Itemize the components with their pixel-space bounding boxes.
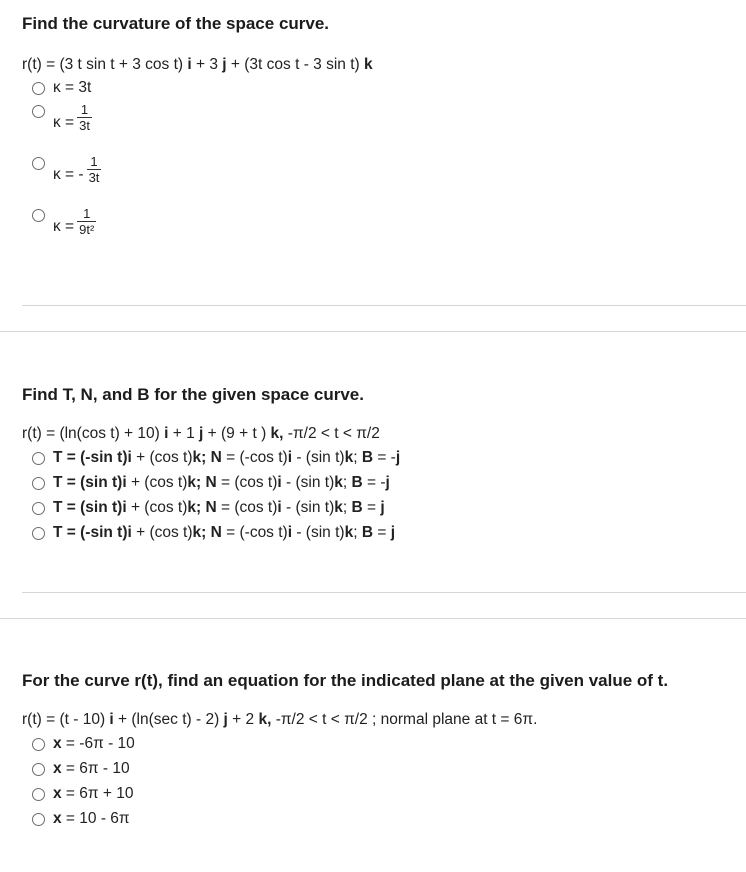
radio-button[interactable] [32, 813, 45, 826]
radio-button[interactable] [32, 477, 45, 490]
question-3-option-4[interactable]: x = 10 - 6π [32, 808, 130, 830]
radio-button[interactable] [32, 82, 45, 95]
question-3-option-3[interactable]: x = 6π + 10 [32, 783, 134, 805]
question-2-option-3[interactable] [32, 497, 385, 519]
radio-button[interactable] [32, 209, 45, 222]
question-3-title: For the curve r(t), find an equation for the indicated plane at the given value of t. [22, 671, 669, 690]
divider [0, 618, 746, 619]
question-1-expression: r(t) = (3 t sin t + 3 cos t) i + 3 j + (3t cos t - 3 sin t) k [22, 56, 373, 73]
question-3-expression: r(t) = (t - 10) i + (ln(sec t) - 2) j + 2 k, -π/2 < t < π/2 ; normal plane at t = 6π. [22, 711, 538, 728]
divider [0, 331, 746, 332]
radio-button[interactable] [32, 105, 45, 118]
question-1-option-1[interactable]: κ = 3t [32, 77, 91, 99]
radio-button[interactable] [32, 502, 45, 515]
option-text: T = (-sin t)i + (cos t)k; N = (-cos t)i - (sin t)k; B = -j [53, 449, 401, 466]
radio-button[interactable] [32, 738, 45, 751]
divider [22, 592, 746, 593]
question-3-option-1[interactable]: x = -6π - 10 [32, 733, 135, 755]
question-2-title: Find T, N, and B for the given space curve. [22, 385, 364, 404]
radio-button[interactable] [32, 763, 45, 776]
fraction: $\frac{1}{3t}$ [88, 154, 100, 185]
divider [22, 305, 746, 306]
question-2-option-4[interactable] [32, 522, 395, 544]
radio-button[interactable] [32, 157, 45, 170]
radio-button[interactable] [32, 452, 45, 465]
question-1-title: Find the curvature of the space curve. [22, 14, 330, 33]
question-1-option-4[interactable]: κ = $\frac{1}{\text{9t²}}$ [32, 206, 96, 246]
question-2-option-1[interactable] [32, 447, 400, 469]
question-2-option-2[interactable] [32, 472, 390, 494]
option-text: T = (sin t)i + (cos t)k; N = (cos t)i - (sin t)k; B = -j [53, 474, 390, 491]
question-3-option-2[interactable]: x = 6π - 10 [32, 758, 130, 780]
option-text: T = (sin t)i + (cos t)k; N = (cos t)i - (sin t)k; B = j [53, 499, 385, 516]
radio-button[interactable] [32, 788, 45, 801]
radio-button[interactable] [32, 527, 45, 540]
question-1-option-2[interactable]: κ = $\frac{1}{3t}$ [32, 102, 92, 140]
fraction: $\frac{1}{\text{9t²}}$ [79, 206, 95, 237]
fraction: $\frac{1}{3t}$ [79, 102, 90, 133]
question-1-option-3[interactable]: κ = - $\frac{1}{3t}$ [32, 154, 101, 192]
option-text: T = (-sin t)i + (cos t)k; N = (-cos t)i - (sin t)k; B = j [53, 524, 395, 541]
question-2-expression: r(t) = (ln(cos t) + 10) i + 1 j + (9 + t ) k, -π/2 < t < π/2 [22, 425, 380, 442]
